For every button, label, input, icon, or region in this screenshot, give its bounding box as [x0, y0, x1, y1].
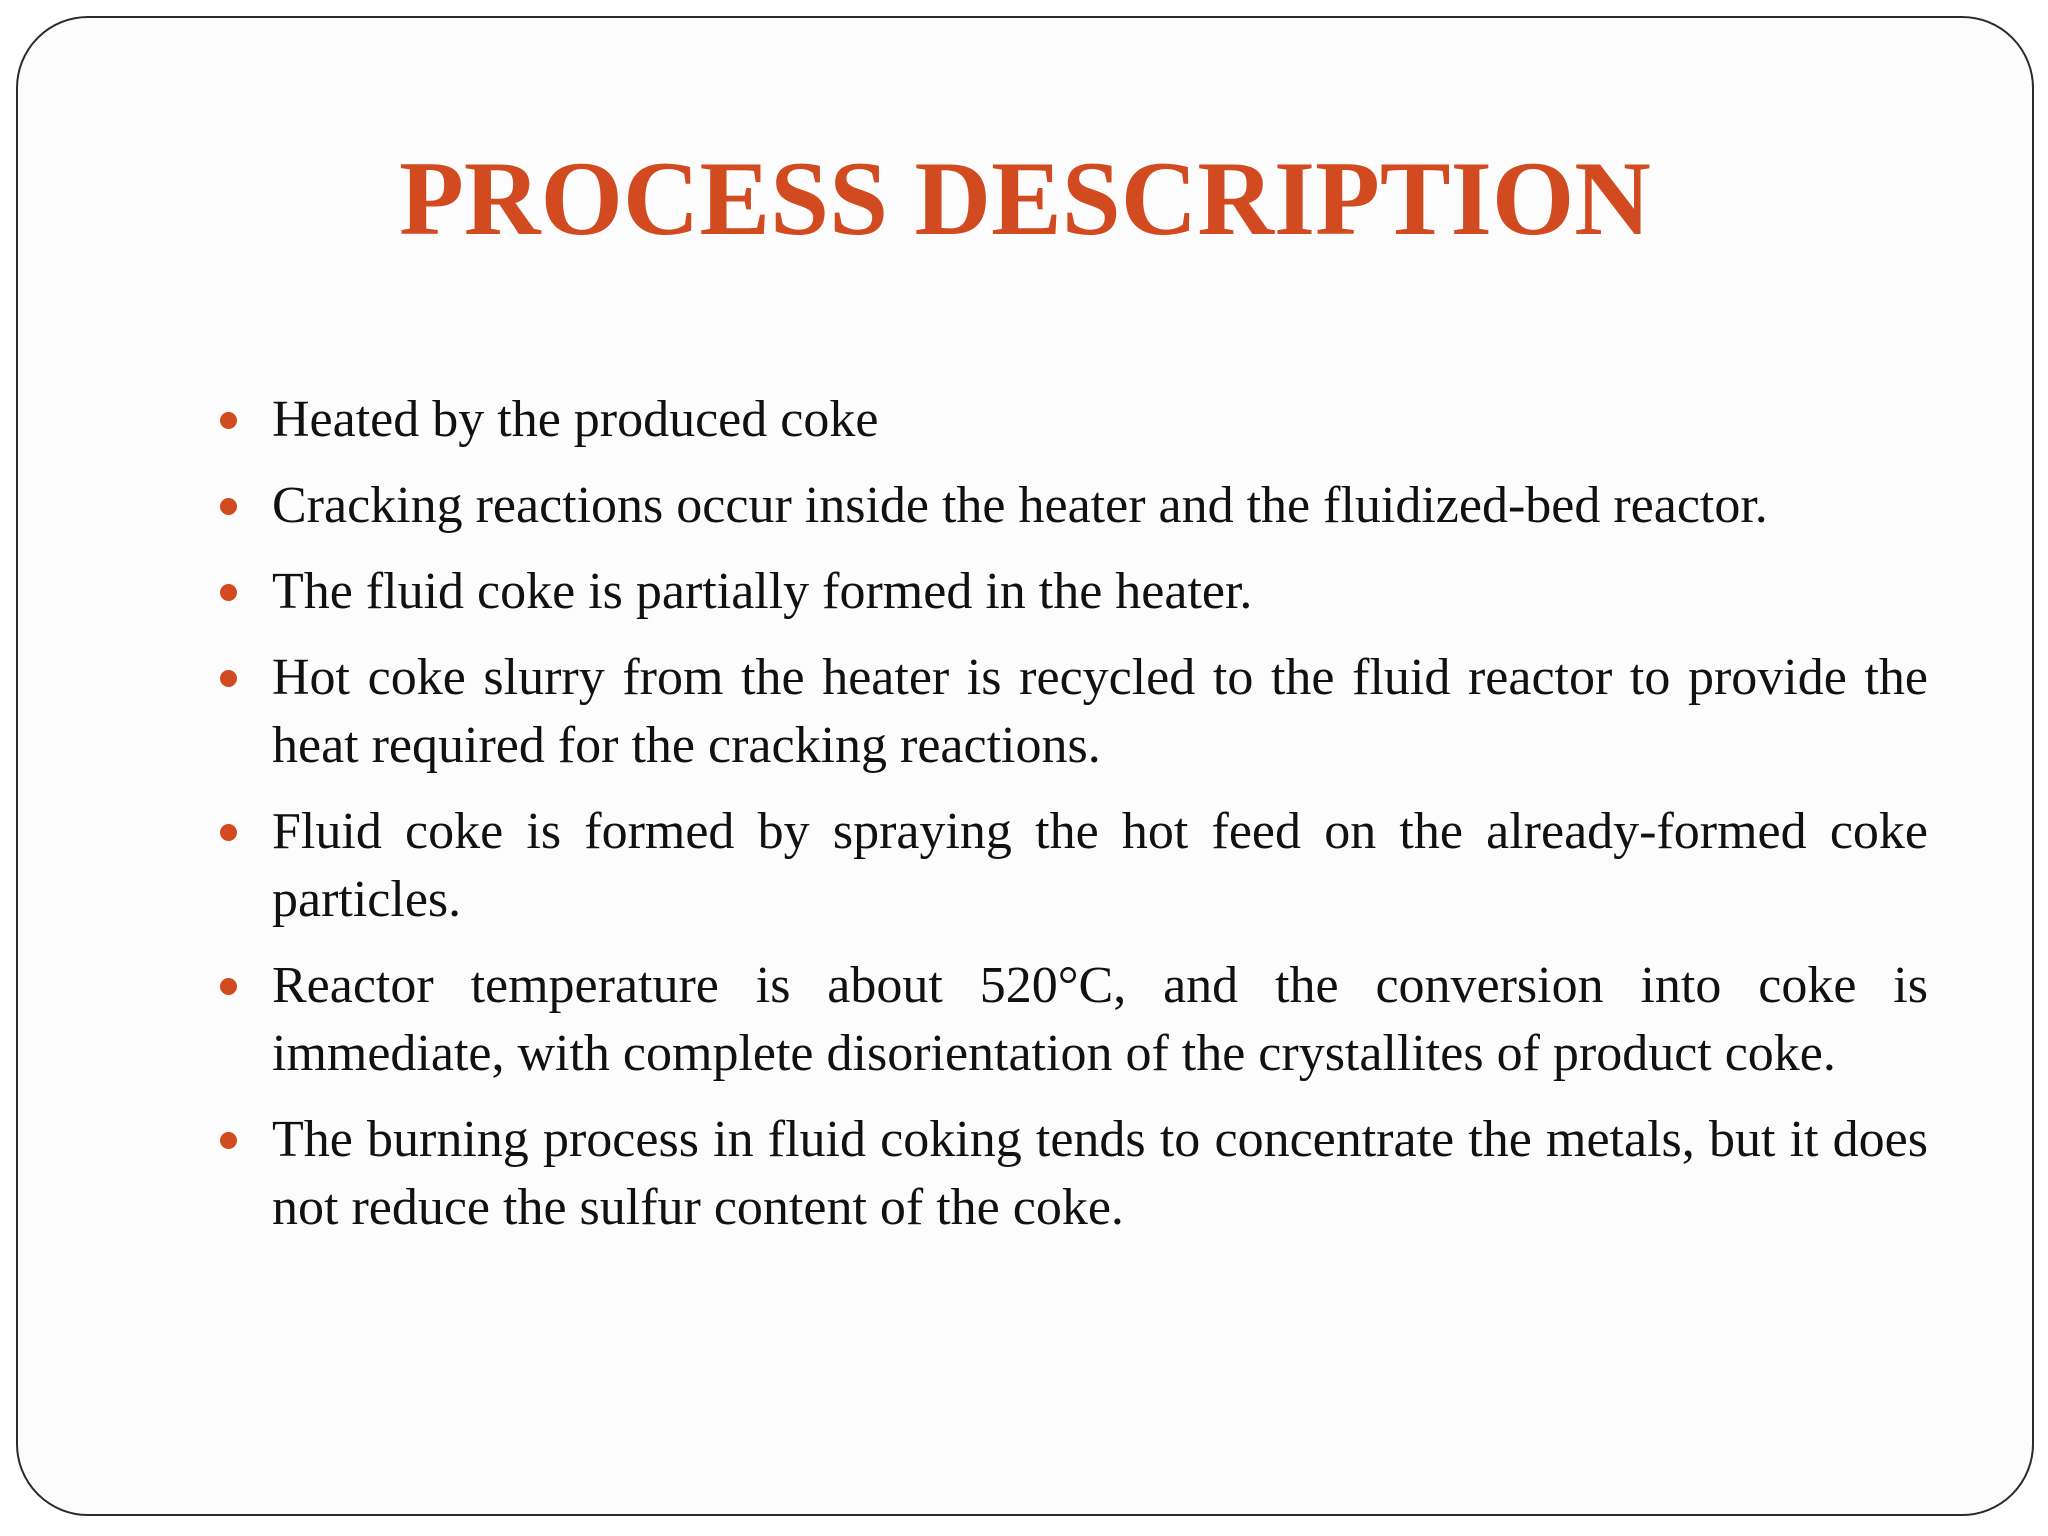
bullet-text: Hot coke slurry from the heater is recycled to the fluid reactor to provide the heat required for the cracking reactions.: [272, 649, 1928, 774]
bullet-text: Heated by the produced coke: [272, 391, 879, 448]
bullet-item: [272, 798, 1928, 934]
slide: [16, 16, 2034, 1516]
bullet-text: The burning process in fluid coking tends to concentrate the metals, but it does not reduce the sulfur content of the coke.: [272, 1111, 1928, 1236]
slide-title: PROCESS DESCRIPTION: [399, 140, 1651, 257]
bullet-text: Reactor temperature is about 520°C, and the conversion into coke is immediate, with complete disorientation of the crystallites of product coke.: [272, 957, 1928, 1082]
bullet-item: [272, 386, 1928, 454]
bullet-dot-icon: [220, 412, 237, 429]
bullet-dot-icon: [220, 1132, 237, 1149]
bullet-item: [272, 644, 1928, 780]
bullet-item: [272, 558, 1928, 626]
bullet-dot-icon: [220, 670, 237, 687]
bullet-list: [272, 386, 1928, 1260]
bullet-text: The fluid coke is partially formed in the heater.: [272, 563, 1253, 620]
bullet-dot-icon: [220, 824, 237, 841]
bullet-text: Fluid coke is formed by spraying the hot feed on the already-formed coke particles.: [272, 803, 1928, 928]
bullet-dot-icon: [220, 978, 237, 995]
bullet-text: Cracking reactions occur inside the heater and the fluidized-bed reactor.: [272, 477, 1768, 534]
bullet-item: [272, 952, 1928, 1088]
bullet-dot-icon: [220, 584, 237, 601]
bullet-dot-icon: [220, 498, 237, 515]
bullet-item: [272, 472, 1928, 540]
bullet-item: [272, 1106, 1928, 1242]
